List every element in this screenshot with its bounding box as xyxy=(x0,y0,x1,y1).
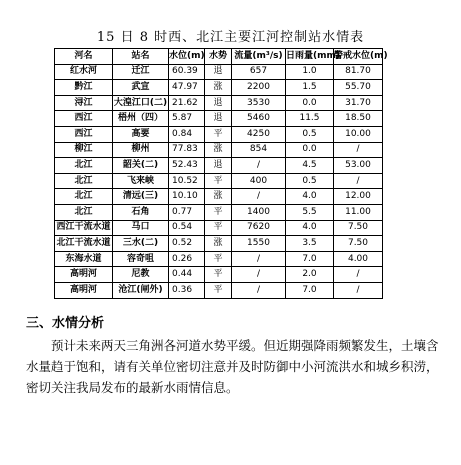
cell-warning: 31.70 xyxy=(334,95,383,111)
cell-station: 柳州 xyxy=(113,142,169,158)
cell-level: 21.62 xyxy=(169,95,205,111)
cell-trend: 平 xyxy=(205,220,232,236)
header-station: 站名 xyxy=(113,49,169,65)
cell-station: 马口 xyxy=(113,220,169,236)
cell-warning: 53.00 xyxy=(334,158,383,174)
cell-rain: 7.0 xyxy=(286,251,334,267)
cell-river: 红水河 xyxy=(55,64,113,80)
cell-river: 北江 xyxy=(55,173,113,189)
cell-trend: 涨 xyxy=(205,189,232,205)
cell-rain: 0.5 xyxy=(286,126,334,142)
cell-river: 高明河 xyxy=(55,267,113,283)
cell-level: 10.10 xyxy=(169,189,205,205)
cell-rain: 0.0 xyxy=(286,95,334,111)
cell-rain: 0.0 xyxy=(286,142,334,158)
cell-river: 黔江 xyxy=(55,80,113,96)
cell-rain: 11.5 xyxy=(286,111,334,127)
cell-warning: 4.00 xyxy=(334,251,383,267)
header-warning-level: 警戒水位(m) xyxy=(334,49,383,65)
cell-flow: 1550 xyxy=(232,236,286,252)
cell-trend: 退 xyxy=(205,111,232,127)
table-row xyxy=(55,282,383,298)
cell-river: 东海水道 xyxy=(55,251,113,267)
cell-river: 西江干流水道 xyxy=(55,220,113,236)
cell-trend: 涨 xyxy=(205,236,232,252)
cell-warning: 81.70 xyxy=(334,64,383,80)
cell-level: 0.54 xyxy=(169,220,205,236)
cell-station: 迁江 xyxy=(113,64,169,80)
cell-station: 梧州（四） xyxy=(113,111,169,127)
cell-warning: / xyxy=(334,282,383,298)
cell-level: 0.52 xyxy=(169,236,205,252)
header-flow: 流量(m³/s) xyxy=(232,49,286,65)
header-daily-rainfall: 日雨量(mm) xyxy=(286,49,334,65)
cell-warning: 55.70 xyxy=(334,80,383,96)
table-row xyxy=(55,220,383,236)
header-water-level: 水位(m) xyxy=(169,49,205,65)
cell-flow: 657 xyxy=(232,64,286,80)
cell-rain: 4.0 xyxy=(286,189,334,205)
cell-rain: 2.0 xyxy=(286,267,334,283)
cell-rain: 4.0 xyxy=(286,220,334,236)
cell-flow: / xyxy=(232,267,286,283)
cell-level: 10.52 xyxy=(169,173,205,189)
cell-flow: / xyxy=(232,158,286,174)
cell-trend: 平 xyxy=(205,173,232,189)
cell-flow: 1400 xyxy=(232,204,286,220)
cell-station: 清远(三) xyxy=(113,189,169,205)
table-title: 15 日 8 时西、北江主要江河控制站水情表 xyxy=(96,30,365,45)
cell-station: 飞来峡 xyxy=(113,173,169,189)
cell-flow: 4250 xyxy=(232,126,286,142)
cell-warning: / xyxy=(334,267,383,283)
table-row xyxy=(55,158,383,174)
table-header-row xyxy=(55,49,383,65)
cell-station: 高要 xyxy=(113,126,169,142)
cell-rain: 1.5 xyxy=(286,80,334,96)
cell-trend: 退 xyxy=(205,95,232,111)
cell-warning: 12.00 xyxy=(334,189,383,205)
cell-warning: / xyxy=(334,173,383,189)
cell-river: 柳江 xyxy=(55,142,113,158)
cell-station: 石角 xyxy=(113,204,169,220)
cell-warning: 11.00 xyxy=(334,204,383,220)
cell-flow: 7620 xyxy=(232,220,286,236)
cell-river: 北江 xyxy=(55,204,113,220)
table-row xyxy=(55,95,383,111)
water-regime-table xyxy=(54,48,388,299)
cell-rain: 4.5 xyxy=(286,158,334,174)
table-row xyxy=(55,64,383,80)
cell-rain: 1.0 xyxy=(286,64,334,80)
cell-trend: 平 xyxy=(205,267,232,283)
section-heading: 三、水情分析 xyxy=(26,316,105,331)
table-row xyxy=(55,204,383,220)
cell-level: 0.44 xyxy=(169,267,205,283)
cell-level: 0.36 xyxy=(169,282,205,298)
cell-rain: 3.5 xyxy=(286,236,334,252)
cell-rain: 7.0 xyxy=(286,282,334,298)
cell-river: 北江 xyxy=(55,189,113,205)
cell-flow: / xyxy=(232,251,286,267)
cell-station: 容奇咀 xyxy=(113,251,169,267)
cell-warning: 10.00 xyxy=(334,126,383,142)
cell-rain: 5.5 xyxy=(286,204,334,220)
cell-trend: 涨 xyxy=(205,80,232,96)
cell-trend: 涨 xyxy=(205,142,232,158)
cell-level: 0.26 xyxy=(169,251,205,267)
cell-level: 0.84 xyxy=(169,126,205,142)
cell-rain: 0.5 xyxy=(286,173,334,189)
cell-river: 高明河 xyxy=(55,282,113,298)
cell-level: 77.83 xyxy=(169,142,205,158)
cell-warning: 18.50 xyxy=(334,111,383,127)
cell-station: 三水(二) xyxy=(113,236,169,252)
cell-level: 5.87 xyxy=(169,111,205,127)
cell-warning: 7.50 xyxy=(334,236,383,252)
header-river: 河名 xyxy=(55,49,113,65)
table-row xyxy=(55,173,383,189)
cell-trend: 退 xyxy=(205,158,232,174)
cell-trend: 平 xyxy=(205,251,232,267)
cell-station: 武宣 xyxy=(113,80,169,96)
cell-level: 0.77 xyxy=(169,204,205,220)
cell-warning: 7.50 xyxy=(334,220,383,236)
analysis-paragraph: 预计未来两天三角洲各河道水势平缓。但近期强降雨频繁发生，土壤含水量趋于饱和，请有关单位密切注意并及时防御中小河流洪水和城乡积涝，密切关注我局发布的最新水雨情信息。 xyxy=(26,338,439,395)
table-row xyxy=(55,267,383,283)
cell-trend: 平 xyxy=(205,204,232,220)
table-row xyxy=(55,189,383,205)
cell-flow: 2200 xyxy=(232,80,286,96)
cell-flow: 5460 xyxy=(232,111,286,127)
cell-flow: / xyxy=(232,282,286,298)
cell-flow: 854 xyxy=(232,142,286,158)
cell-station: 沧江(闸外) xyxy=(113,282,169,298)
table-row xyxy=(55,251,383,267)
cell-station: 韶关(二) xyxy=(113,158,169,174)
cell-level: 52.43 xyxy=(169,158,205,174)
cell-river: 北江干流水道 xyxy=(55,236,113,252)
cell-flow: 400 xyxy=(232,173,286,189)
cell-river: 北江 xyxy=(55,158,113,174)
table-row xyxy=(55,142,383,158)
cell-level: 47.97 xyxy=(169,80,205,96)
cell-station: 大湟江口(二) xyxy=(113,95,169,111)
cell-trend: 退 xyxy=(205,64,232,80)
cell-flow: 3530 xyxy=(232,95,286,111)
cell-trend: 平 xyxy=(205,282,232,298)
cell-flow: / xyxy=(232,189,286,205)
header-trend: 水势 xyxy=(205,49,232,65)
cell-river: 浔江 xyxy=(55,95,113,111)
cell-river: 西江 xyxy=(55,126,113,142)
table-row xyxy=(55,80,383,96)
cell-station: 尼教 xyxy=(113,267,169,283)
table-row xyxy=(55,126,383,142)
table-row xyxy=(55,111,383,127)
cell-trend: 平 xyxy=(205,126,232,142)
cell-river: 西江 xyxy=(55,111,113,127)
cell-level: 60.39 xyxy=(169,64,205,80)
cell-warning: / xyxy=(334,142,383,158)
table-row xyxy=(55,236,383,252)
